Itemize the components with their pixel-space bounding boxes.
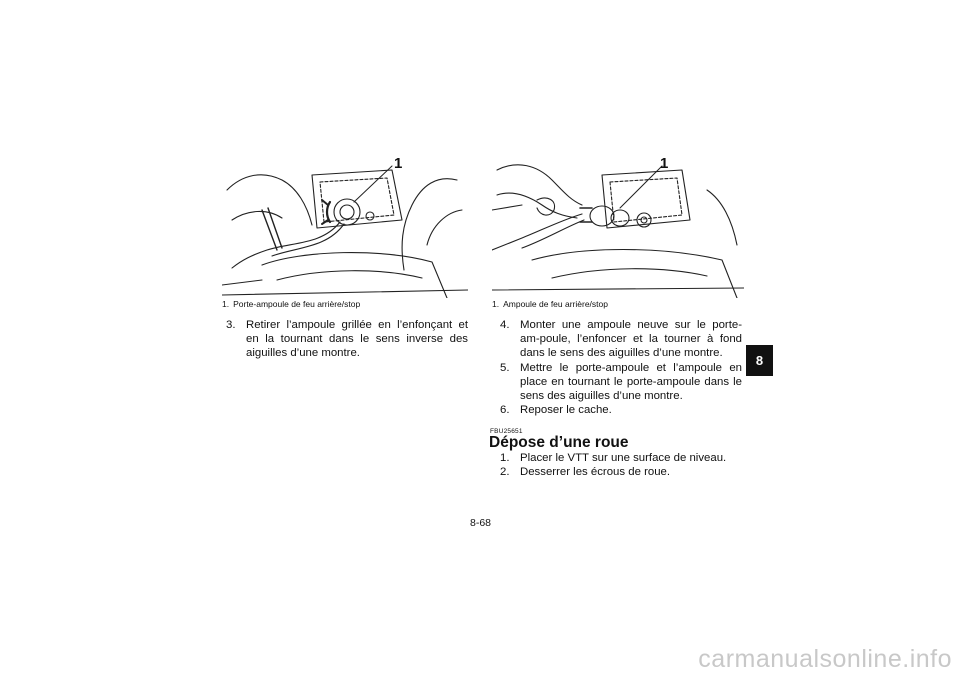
step-number: 2. (500, 466, 510, 479)
section-title: Dépose d’une roue (489, 434, 629, 451)
left-column-steps (226, 318, 468, 361)
figure-left-illustration (222, 150, 468, 298)
figure-left-caption-number: 1. (222, 299, 230, 309)
figure-right-caption-text: Ampoule de feu arrière/stop (503, 299, 608, 309)
step-number: 5. (500, 361, 510, 374)
watermark: carmanualsonline.info (698, 645, 952, 673)
step-4 (500, 318, 742, 361)
chapter-tab: 8 (746, 345, 773, 376)
step-text: Reposer le cache. (520, 404, 612, 417)
figure-right-callout: 1 (660, 155, 669, 172)
figure-right-caption (492, 299, 608, 309)
step-text: Desserrer les écrous de roue. (520, 466, 671, 479)
step-text: Placer le VTT sur une surface de niveau. (520, 452, 727, 464)
step-3 (226, 318, 468, 361)
step-5 (500, 361, 742, 404)
figure-left-callout: 1 (394, 155, 403, 172)
figure-left-caption-text: Porte-ampoule de feu arrière/stop (233, 299, 361, 309)
step-number: 4. (500, 319, 510, 331)
step-text: Mettre le porte-ampoule et l’ampoule en place en tournant le porte-ampoule dans le sens des aiguilles d’une montre. (520, 361, 742, 403)
right-column-steps (500, 318, 742, 417)
figure-right-illustration (492, 150, 744, 298)
section-step-2 (500, 465, 742, 479)
section-steps (500, 451, 742, 479)
figure-left-caption (222, 299, 360, 309)
page-number: 8-68 (470, 517, 492, 529)
section-step-1 (500, 451, 742, 465)
step-number: 6. (500, 404, 510, 417)
figure-right-caption-number: 1. (492, 299, 500, 309)
section-code: FBU25651 (490, 428, 523, 435)
step-number: 1. (500, 452, 510, 464)
step-6 (500, 403, 742, 417)
step-text: Monter une ampoule neuve sur le porte-am-poule, l’enfoncer et la tourner à fond dans le sens des aiguilles d’une montre. (520, 319, 742, 360)
step-number: 3. (226, 319, 236, 331)
step-text: Retirer l’ampoule grillée en l’enfonçant et en la tournant dans le sens inverse des aiguilles d’une montre. (246, 319, 468, 360)
